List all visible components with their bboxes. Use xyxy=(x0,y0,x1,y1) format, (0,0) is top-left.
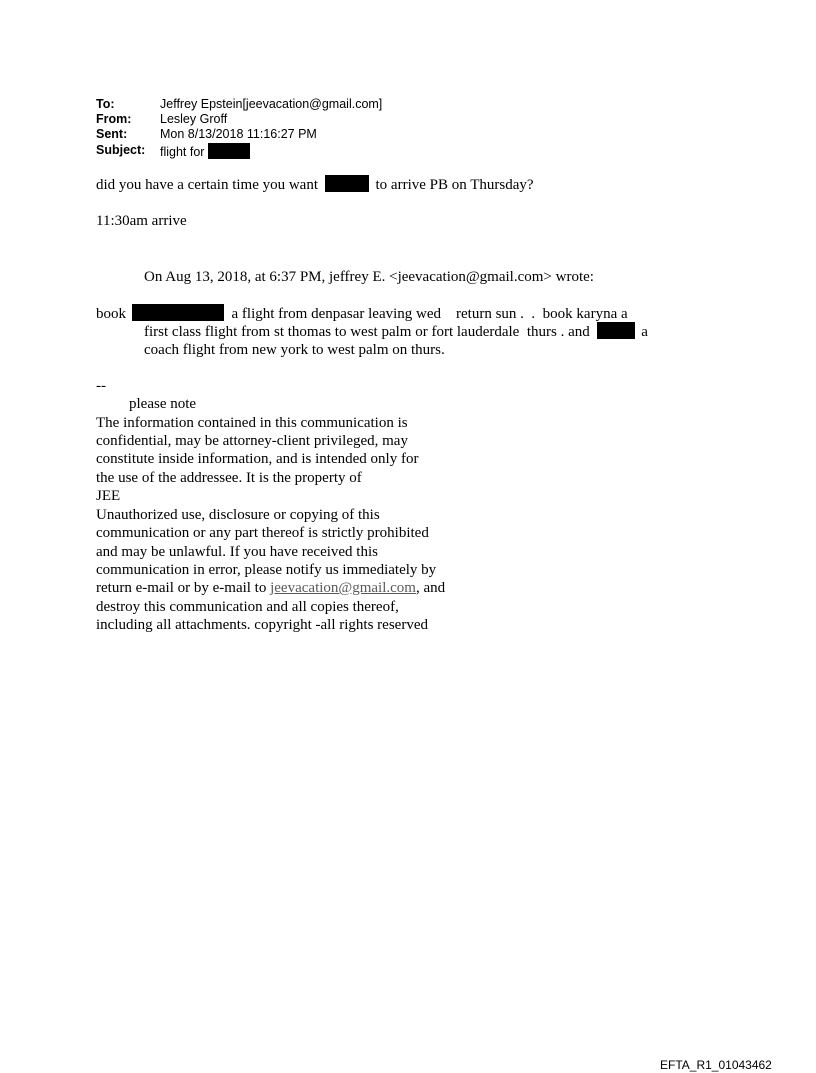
email-link[interactable]: jeevacation@gmail.com xyxy=(270,580,416,596)
disclaimer-line: confidential, may be attorney-client privileged, may xyxy=(96,433,408,449)
disclaimer-line: and may be unlawful. If you have received this xyxy=(96,544,378,560)
disclaimer-return-before: return e-mail or by e-mail to xyxy=(96,580,271,596)
disclaimer-line: JEE xyxy=(96,488,121,504)
redaction-box xyxy=(208,143,250,159)
quote-line-2-after: a xyxy=(641,324,648,340)
sent-value: Mon 8/13/2018 11:16:27 PM xyxy=(160,127,317,141)
redaction-box xyxy=(325,175,369,192)
disclaimer-line: the use of the addressee. It is the property of xyxy=(96,470,362,486)
question-after: to arrive PB on Thursday? xyxy=(375,177,534,193)
subject-value: flight for xyxy=(160,145,205,159)
to-label: To: xyxy=(96,97,115,111)
disclaimer-line: destroy this communication and all copies thereof, xyxy=(96,599,399,615)
signature-dashes: -- xyxy=(96,378,106,394)
reply-line: 11:30am arrive xyxy=(96,213,187,229)
sent-label: Sent: xyxy=(96,127,128,141)
disclaimer-return-after: , and xyxy=(415,580,446,596)
disclaimer-line-email xyxy=(96,579,445,597)
quote-attribution: On Aug 13, 2018, at 6:37 PM, jeffrey E. <jeevacation@gmail.com> wrote: xyxy=(144,269,594,285)
disclaimer-line: communication in error, please notify us immediately by xyxy=(96,562,437,578)
question-line xyxy=(96,175,534,194)
disclaimer-line: Unauthorized use, disclosure or copying of this xyxy=(96,507,380,523)
quote-line-1-start: book xyxy=(96,306,126,322)
disclaimer-line: including all attachments. copyright -all rights reserved xyxy=(96,617,428,633)
from-label: From: xyxy=(96,112,132,126)
document-id: EFTA_R1_01043462 xyxy=(660,1058,772,1072)
quote-line-1 xyxy=(96,304,628,323)
subject-label: Subject: xyxy=(96,143,146,157)
from-value: Lesley Groff xyxy=(160,112,228,126)
redaction-box xyxy=(597,322,635,339)
disclaimer-line: constitute inside information, and is intended only for xyxy=(96,451,419,467)
quote-line-2-before: first class flight from st thomas to west palm or fort lauderdale thurs . and xyxy=(144,324,590,340)
subject-value-wrap xyxy=(160,143,250,160)
disclaimer-line: communication or any part thereof is strictly prohibited xyxy=(96,525,429,541)
signature-note: please note xyxy=(129,396,197,412)
disclaimer-line: The information contained in this communication is xyxy=(96,415,408,431)
quote-line-2 xyxy=(144,322,648,341)
quote-line-1-after: a flight from denpasar leaving wed return sun . . book karyna a xyxy=(231,306,628,322)
quote-line-3: coach flight from new york to west palm on thurs. xyxy=(144,342,445,358)
question-before: did you have a certain time you want xyxy=(96,177,319,193)
redaction-box xyxy=(132,304,224,321)
to-value: Jeffrey Epstein[jeevacation@gmail.com] xyxy=(160,97,383,111)
